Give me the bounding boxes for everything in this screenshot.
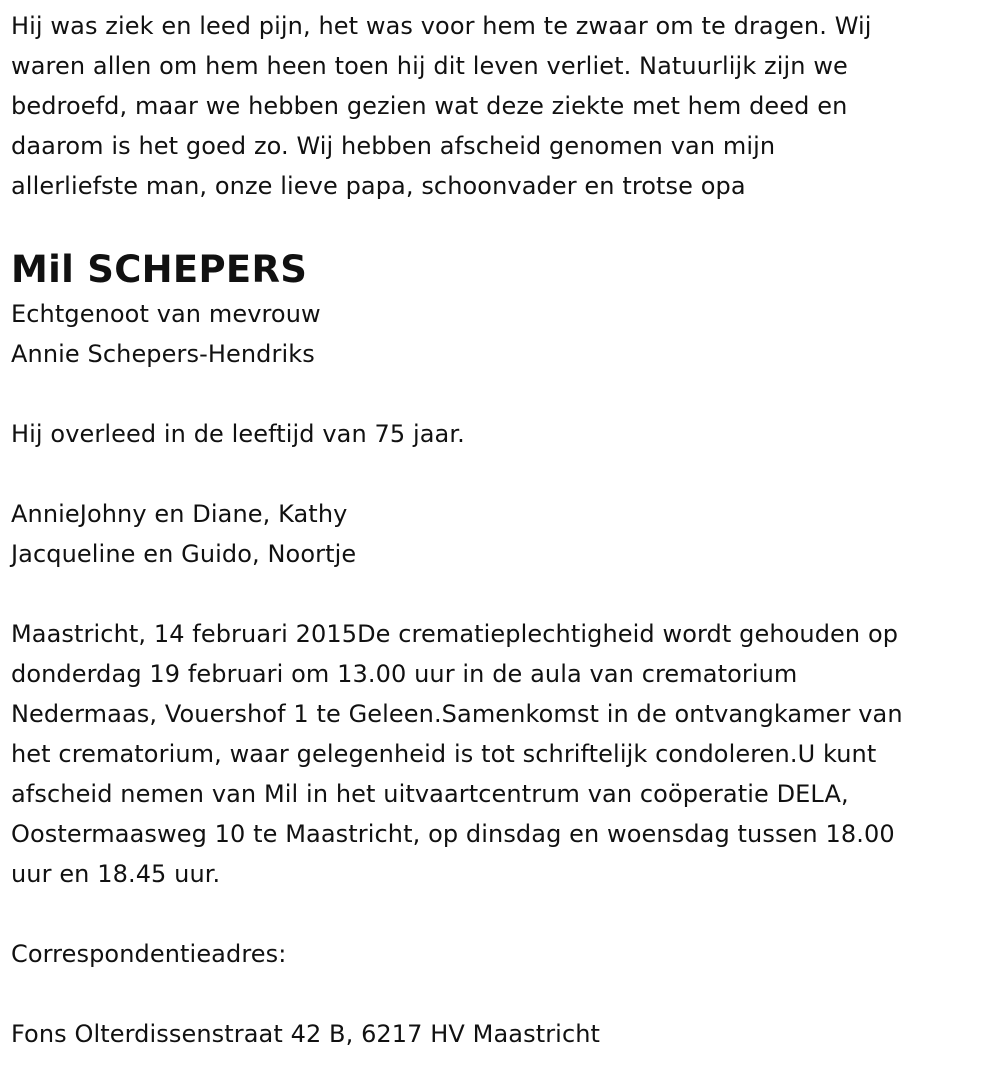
intro-line: bedroefd, maar we hebben gezien wat deze ziekte met hem deed en [11,92,848,120]
spouse-line: Echtgenoot van mevrouw [11,300,321,328]
intro-line: daarom is het goed zo. Wij hebben afscheid genomen van mijn [11,132,776,160]
spacer [11,454,996,494]
service-line: uur en 18.45 uur. [11,860,221,888]
intro-line: waren allen om hem heen toen hij dit leven verliet. Natuurlijk zijn we [11,52,848,80]
age-line: Hij overleed in de leeftijd van 75 jaar. [11,420,465,448]
correspondence-address [11,1014,996,1054]
intro-line: allerliefste man, onze lieve papa, schoonvader en trotse opa [11,172,746,200]
service-line: afscheid nemen van Mil in het uitvaartcentrum van coöperatie DELA, [11,780,849,808]
service-line: het crematorium, waar gelegenheid is tot schriftelijk condoleren.U kunt [11,740,877,768]
correspondence-label [11,934,996,974]
spouse-block [11,294,996,374]
service-line: Maastricht, 14 februari 2015De crematieplechtigheid wordt gehouden op [11,620,899,648]
spouse-name: Annie Schepers-Hendriks [11,340,315,368]
service-line: donderdag 19 februari om 13.00 uur in de aula van crematorium [11,660,798,688]
service-line: Oostermaasweg 10 te Maastricht, op dinsdag en woensdag tussen 18.00 [11,820,895,848]
service-line: Nedermaas, Vouershof 1 te Geleen.Samenkomst in de ontvangkamer van [11,700,903,728]
spacer [11,974,996,1014]
spacer [11,894,996,934]
intro-paragraph [11,6,996,206]
service-paragraph [11,614,996,894]
family-block [11,494,996,574]
obituary-document [11,6,996,1054]
intro-line: Hij was ziek en leed pijn, het was voor hem te zwaar om te dragen. Wij [11,12,872,40]
deceased-name: Mil SCHEPERS [11,248,308,291]
correspondence-label-text: Correspondentieadres: [11,940,287,968]
family-line: Jacqueline en Guido, Noortje [11,540,357,568]
spacer [11,374,996,414]
spacer [11,574,996,614]
correspondence-address-text: Fons Olterdissenstraat 42 B, 6217 HV Maastricht [11,1020,601,1048]
family-line: AnnieJohny en Diane, Kathy [11,500,348,528]
age-statement [11,414,996,454]
